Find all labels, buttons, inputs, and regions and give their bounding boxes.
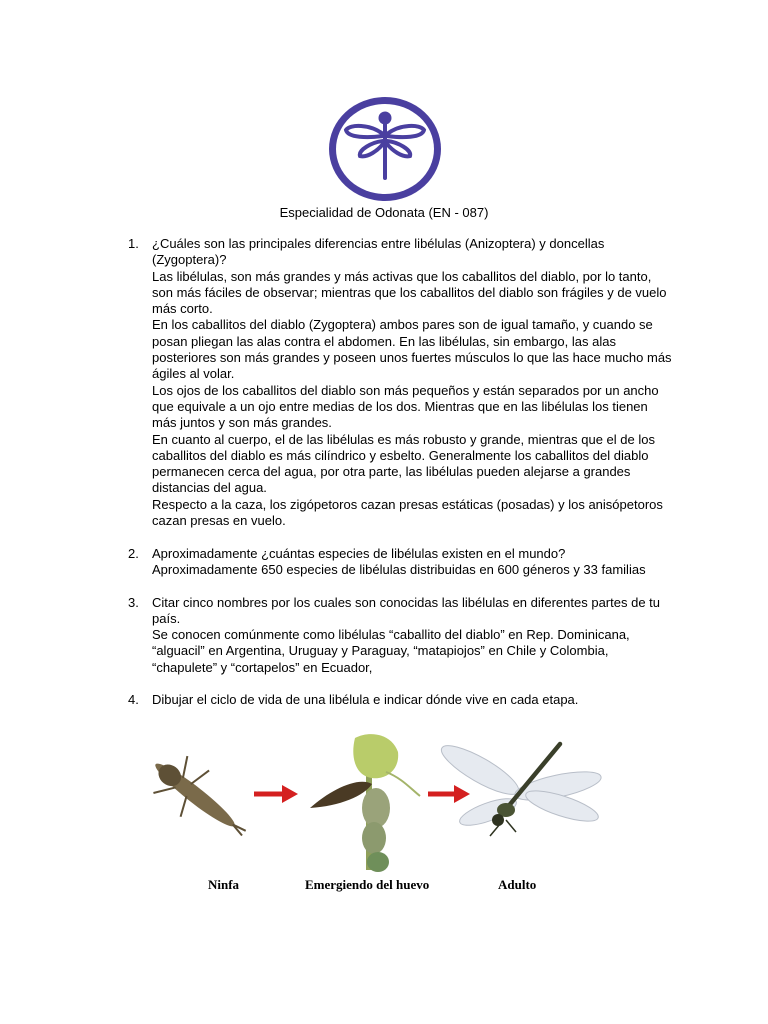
question-item-4 <box>128 692 673 708</box>
item-number: 2. <box>128 545 139 561</box>
question-text: Aproximadamente ¿cuántas especies de libélulas existen en el mundo? <box>152 545 566 561</box>
document-title: Especialidad de Odonata (EN - 087) <box>279 205 489 220</box>
caption-adult: Adulto <box>498 877 537 892</box>
caption-nymph: Ninfa <box>208 877 240 892</box>
answer-paragraph: Respecto a la caza, los zigópetoros cazan presas estáticas (posadas) y los anisópetoros cazan presas en vuelo. <box>152 496 663 529</box>
item-number: 3. <box>128 594 139 610</box>
answer-paragraph: Los ojos de los caballitos del diablo son más pequeños y están separados por un ancho que equivale a un ojo entre medias de los dos. Mientras que en las libélulas los tienen más juntos y son más grandes. <box>152 382 659 431</box>
answer-paragraph: En cuanto al cuerpo, el de las libélulas es más robusto y grande, mientras que el de los caballitos del diablo es más cilíndrico y esbelto. Generalmente los caballitos del diablo permanecen cerca del agua, por otra parte, las libélulas pueden alejarse a grandes distancias del agua. <box>152 431 655 496</box>
emerging-image <box>310 734 420 872</box>
answer-paragraph: Las libélulas, son más grandes y más activas que los caballitos del diablo, por lo tanto, son más fáciles de observar; mientras que los caballitos del diablo son frágiles y de vuelo más corto. <box>152 268 667 317</box>
nymph-image <box>150 742 261 854</box>
question-text: ¿Cuáles son las principales diferencias entre libélulas (Anizoptera) y doncellas (Zygoptera)? <box>152 236 605 268</box>
arrow-right-icon <box>254 785 298 803</box>
life-cycle-figure <box>150 730 620 900</box>
question-item-1 <box>128 236 673 529</box>
answer-paragraph: Aproximadamente 650 especies de libélulas distribuidas en 600 géneros y 33 familias <box>152 561 646 577</box>
document-body <box>128 236 673 725</box>
question-text: Dibujar el ciclo de vida de una libélula e indicar dónde vive en cada etapa. <box>152 692 579 708</box>
odonata-badge-logo <box>326 94 444 204</box>
question-item-3 <box>128 595 673 676</box>
item-number: 1. <box>128 236 139 251</box>
answer-paragraph: Se conocen comúnmente como libélulas “caballito del diablo” en Rep. Dominicana, “alguacil” en Argentina, Uruguay y Paraguay, “matapiojos” en Chile y Colombia, “chapulete” y “cortapelos” en Ecuador, <box>152 627 630 675</box>
answer-paragraph: En los caballitos del diablo (Zygoptera) ambos pares son de igual tamaño, y cuando se posan pliegan las alas contra el abdomen. En las libélulas, sin embargo, las alas posteriores son más grandes y poseen unos fuertes músculos lo que las hace mucho más ágiles al volar. <box>152 317 672 382</box>
adult-dragonfly-image <box>436 738 603 836</box>
caption-emerging: Emergiendo del huevo <box>305 877 430 892</box>
arrow-right-icon <box>428 785 470 803</box>
question-item-2 <box>128 546 673 579</box>
question-text: Citar cinco nombres por los cuales son conocidas las libélulas en diferentes partes de tu país. <box>152 594 660 626</box>
item-number: 4. <box>128 692 139 708</box>
